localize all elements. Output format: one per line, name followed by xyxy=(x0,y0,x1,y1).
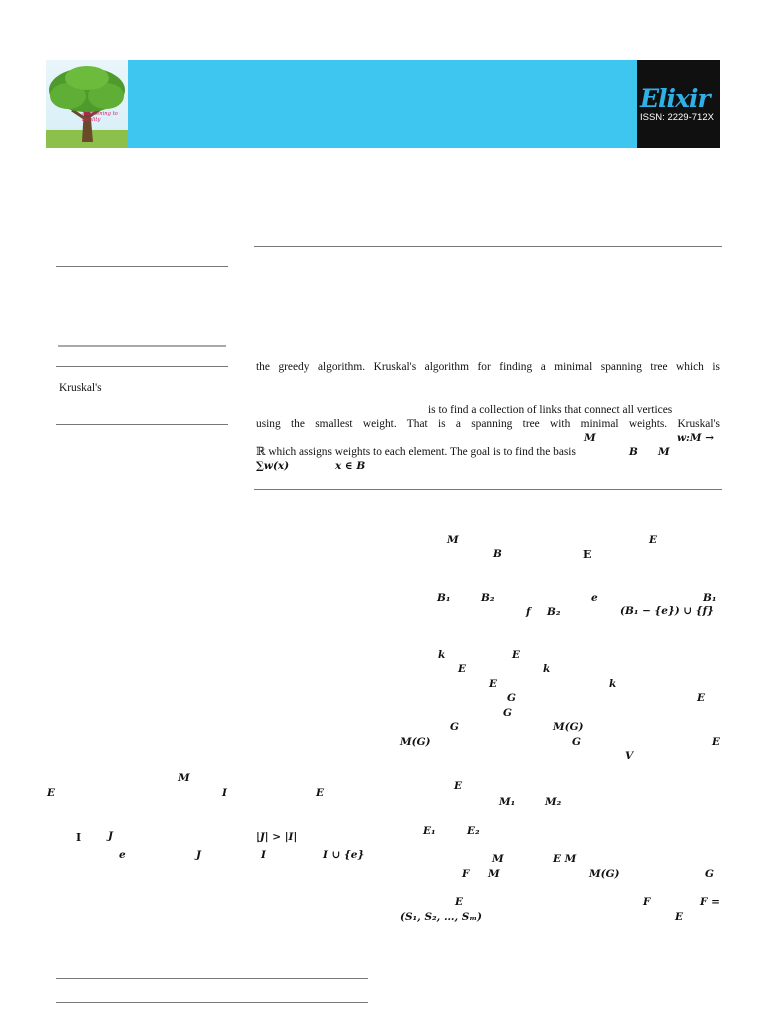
elixir-brand: Elixir xyxy=(640,84,710,113)
math-B1: B₁ xyxy=(703,592,717,604)
abstract-line-2: is to find a collection of links that connect all vertices xyxy=(428,404,673,416)
math-V: V xyxy=(625,750,634,762)
math-I: I xyxy=(76,831,82,844)
math-E: E xyxy=(512,649,521,661)
abstract-line-5: ℝ which assigns weights to each element. The goal is to find the basis xyxy=(256,446,576,458)
abstract-line-3: using the smallest weight. That is a spanning tree with minimal weights. Kruskal's xyxy=(256,418,720,430)
math-B: B xyxy=(493,548,502,560)
sidebar-rule-1 xyxy=(56,266,228,267)
math-I: I xyxy=(222,787,227,799)
footnote-rule-2 xyxy=(56,1002,368,1003)
math-E: E xyxy=(697,692,706,704)
sidebar-rule-2 xyxy=(58,345,226,347)
math-I: I xyxy=(261,849,266,861)
math-B: B xyxy=(629,446,638,458)
math-sum-w: ∑w(x) xyxy=(256,460,290,472)
math-G: G xyxy=(572,736,581,748)
math-union: I ∪ {e} xyxy=(323,849,365,861)
math-k: k xyxy=(438,649,446,661)
math-E-M: E M xyxy=(553,853,577,865)
journal-logo xyxy=(46,60,128,148)
math-M2: M₂ xyxy=(545,796,562,808)
math-E: E xyxy=(316,787,325,799)
sidebar-rule-4 xyxy=(56,424,228,425)
math-G: G xyxy=(705,868,714,880)
math-M: M xyxy=(584,432,596,444)
math-E: E xyxy=(47,787,56,799)
math-e: e xyxy=(591,592,598,604)
math-E: E xyxy=(583,548,592,561)
math-F: F xyxy=(643,896,651,908)
math-M-of-G: M(G) xyxy=(400,736,431,748)
math-E: E xyxy=(458,663,467,675)
math-F-equals: F = xyxy=(700,896,720,908)
math-B1: B₁ xyxy=(437,592,451,604)
math-B2: B₂ xyxy=(547,606,561,618)
math-F: F xyxy=(462,868,470,880)
math-k: k xyxy=(609,678,617,690)
math-f: f xyxy=(526,606,531,618)
issn-number: ISSN: 2229-712X xyxy=(640,112,714,123)
tree-logo-icon xyxy=(46,60,128,148)
keyword-kruskal: Kruskal's xyxy=(59,382,102,394)
math-M: M xyxy=(488,868,500,880)
math-weight-function: w:M → xyxy=(677,432,714,444)
journal-header-band xyxy=(46,60,720,148)
math-E: E xyxy=(675,911,684,923)
abstract-bottom-rule xyxy=(254,489,722,490)
math-G: G xyxy=(450,721,459,733)
logo-tagline: Awakening to Reality xyxy=(82,111,118,123)
math-E: E xyxy=(712,736,721,748)
math-M: M xyxy=(492,853,504,865)
footnote-rule-1 xyxy=(56,978,368,979)
math-E: E xyxy=(455,896,464,908)
math-sequence-S: (S₁, S₂, …, Sₘ) xyxy=(400,911,482,923)
sidebar-rule-3 xyxy=(56,366,228,367)
math-E: E xyxy=(489,678,498,690)
math-E: E xyxy=(649,534,658,546)
math-G: G xyxy=(503,707,512,719)
math-E: E xyxy=(454,780,463,792)
math-cardinality: |J| > |I| xyxy=(256,831,298,843)
math-exchange-expression: (B₁ − {e}) ∪ {f} xyxy=(620,605,714,617)
math-M-of-G: M(G) xyxy=(553,721,584,733)
math-E2: E₂ xyxy=(467,825,480,837)
math-J: J xyxy=(196,849,201,861)
math-e: e xyxy=(119,849,126,861)
math-M: M xyxy=(178,772,190,784)
math-G: G xyxy=(507,692,516,704)
math-B2: B₂ xyxy=(481,592,495,604)
math-M: M xyxy=(447,534,459,546)
abstract-top-rule xyxy=(254,246,722,247)
math-J: J xyxy=(108,830,113,842)
math-x-in-B: x ∈ B xyxy=(335,460,366,472)
math-M-of-G: M(G) xyxy=(589,868,620,880)
math-E1: E₁ xyxy=(423,825,436,837)
math-M1: M₁ xyxy=(499,796,516,808)
math-M: M xyxy=(658,446,670,458)
math-k: k xyxy=(543,663,551,675)
abstract-line-1: the greedy algorithm. Kruskal's algorithm for finding a minimal spanning tree which is xyxy=(256,361,720,373)
